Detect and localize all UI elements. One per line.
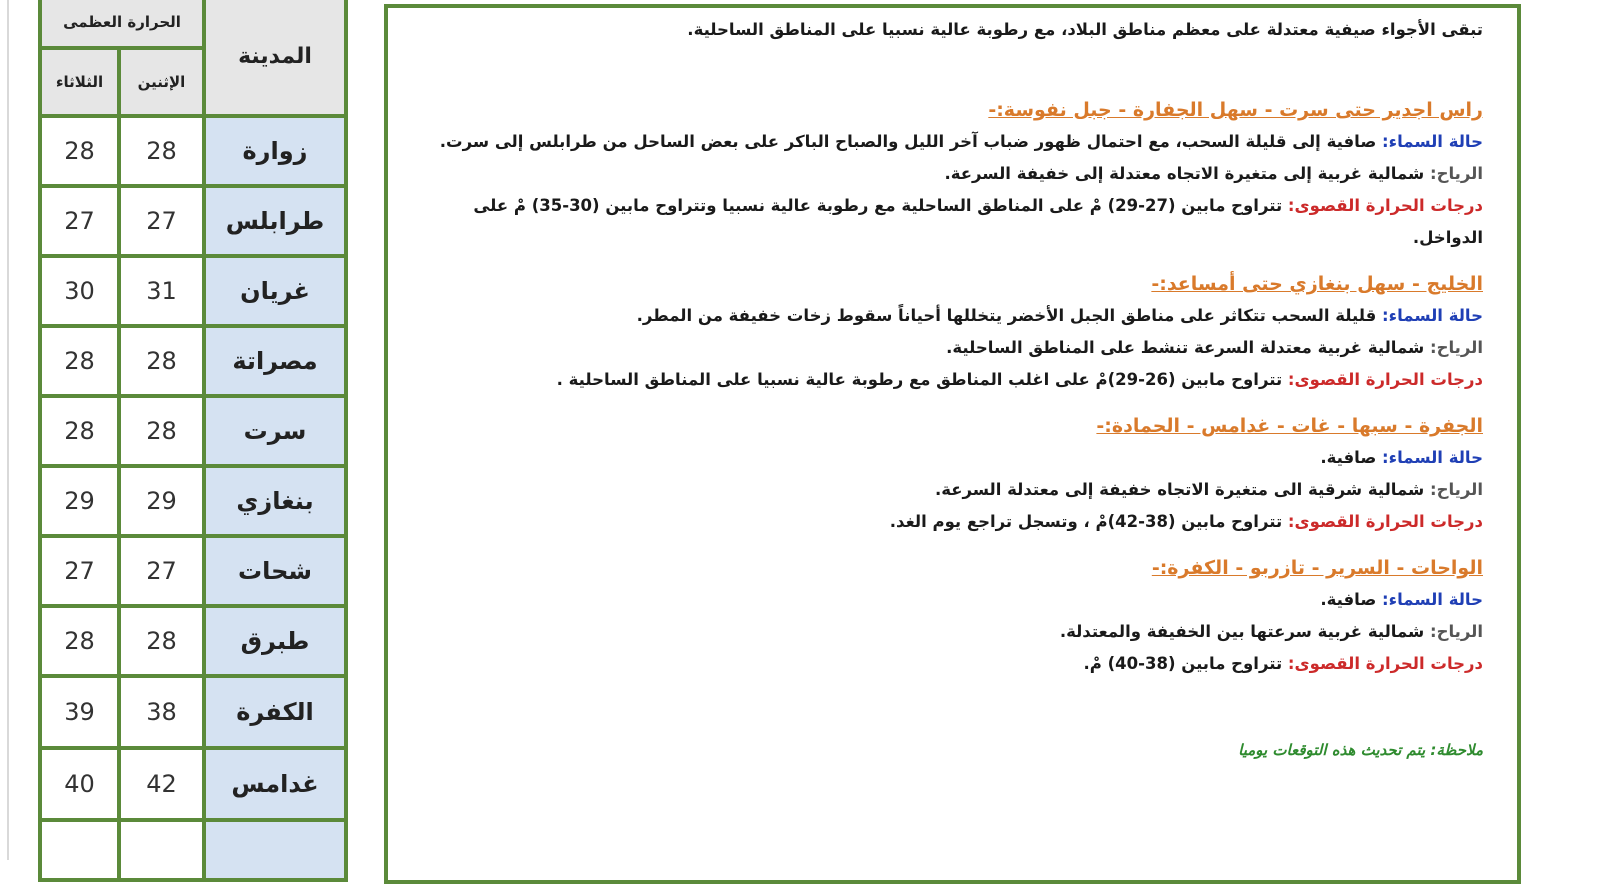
wind-label: الرياح: [1430,164,1483,183]
wind-line [423,474,1483,506]
table-row [40,820,346,880]
city-name: طبرق [204,606,346,676]
city-name: طرابلس [204,186,346,256]
region-title: راس اجدير حتى سرت - سهل الجفارة - جبل نفوسة:- [988,99,1483,121]
city-name: زوارة [204,116,346,186]
tuesday-temp: 28 [40,606,119,676]
monday-temp: 42 [119,748,204,820]
wind-text: شمالية شرقية الى متغيرة الاتجاه خفيفة إلى معتدلة السرعة. [934,480,1425,499]
city-name: سرت [204,396,346,466]
sky-label: حالة السماء: [1382,306,1483,325]
table-row [40,676,346,748]
forecast-text [423,14,1483,766]
temp-line [423,648,1483,680]
region-title: الواحات - السرير - تازربو - الكفرة:- [1151,557,1483,579]
tuesday-header: الثلاثاء [40,48,119,116]
tuesday-temp: 30 [40,256,119,326]
empty-cell [119,820,204,880]
region-title: الجفرة - سبها - غات - غدامس - الحمادة:- [1096,415,1483,437]
update-note: ملاحظة: يتم تحديث هذه التوقعات يوميا [1238,741,1483,759]
city-name: الكفرة [204,676,346,748]
tuesday-temp: 27 [40,536,119,606]
table-row [40,256,346,326]
table-row [40,606,346,676]
table-row [40,748,346,820]
empty-cell [204,820,346,880]
table-row [40,116,346,186]
city-header: المدينة [204,0,346,116]
wind-text: شمالية غربية إلى متغيرة الاتجاه معتدلة إلى خفيفة السرعة. [944,164,1425,183]
forecast-box [384,4,1521,884]
city-name: شحات [204,536,346,606]
wind-line [423,158,1483,190]
monday-temp: 38 [119,676,204,748]
sky-label: حالة السماء: [1382,590,1483,609]
temp-text: تتراوح مابين (26-29)مْ على اغلب المناطق مع رطوبة عالية نسبيا على المناطق الساحلية . [556,370,1283,389]
sky-line [423,126,1483,158]
tuesday-temp: 28 [40,116,119,186]
temp-text: تتراوح مابين (38-42)مْ ، وتسجل تراجع يوم الغد. [889,512,1283,531]
table-row [40,326,346,396]
monday-temp: 31 [119,256,204,326]
tuesday-temp: 39 [40,676,119,748]
temp-line [423,506,1483,538]
temp-label: درجات الحرارة القصوى: [1287,370,1483,389]
monday-temp: 28 [119,326,204,396]
city-name: مصراتة [204,326,346,396]
table-row [40,466,346,536]
monday-temp: 29 [119,466,204,536]
wind-text: شمالية غربية سرعتها بين الخفيفة والمعتدلة. [1059,622,1425,641]
temp-label: درجات الحرارة القصوى: [1287,654,1483,673]
monday-header: الإثنين [119,48,204,116]
city-name: بنغازي [204,466,346,536]
monday-temp: 28 [119,116,204,186]
left-divider-line [7,0,9,860]
monday-temp: 27 [119,186,204,256]
tuesday-temp: 28 [40,396,119,466]
sky-label: حالة السماء: [1382,132,1483,151]
city-name: غدامس [204,748,346,820]
temp-line [423,364,1483,396]
sky-text: صافية إلى قليلة السحب، مع احتمال ظهور ضباب آخر الليل والصباح الباكر على بعض الساحل من طرابلس إلى سرت. [439,132,1377,151]
sky-text: صافية. [1320,590,1377,609]
region-title: الخليج - سهل بنغازي حتى أمساعد:- [1151,273,1483,295]
max-temp-header: الحرارة العظمى [40,0,204,48]
table-row [40,396,346,466]
forecast-intro: تبقى الأجواء صيفية معتدلة على معظم مناطق البلاد، مع رطوبة عالية نسبيا على المناطق الساحلية. [687,20,1483,39]
sky-line [423,300,1483,332]
table-row [40,536,346,606]
wind-label: الرياح: [1430,480,1483,499]
temp-label: درجات الحرارة القصوى: [1287,512,1483,531]
wind-line [423,332,1483,364]
wind-label: الرياح: [1430,338,1483,357]
tuesday-temp: 28 [40,326,119,396]
temp-text: تتراوح مابين (38-40) مْ. [1083,654,1283,673]
tuesday-temp: 27 [40,186,119,256]
temp-line [423,190,1483,254]
tuesday-temp: 40 [40,748,119,820]
wind-text: شمالية غربية معتدلة السرعة تنشط على المناطق الساحلية. [946,338,1425,357]
sky-text: قليلة السحب تتكاثر على مناطق الجبل الأخضر يتخللها أحياناً سقوط زخات خفيفة من المطر. [636,306,1377,325]
temp-text: تتراوح مابين (27-29) مْ على المناطق الساحلية مع رطوبة عالية نسبيا وتتراوح مابين (30-35) مْ على الدواخل. [473,196,1483,247]
temperature-table [38,0,348,882]
monday-temp: 27 [119,536,204,606]
sky-line [423,584,1483,616]
sky-line [423,442,1483,474]
monday-temp: 28 [119,396,204,466]
table-row [40,186,346,256]
city-name: غريان [204,256,346,326]
tuesday-temp: 29 [40,466,119,536]
wind-line [423,616,1483,648]
sky-text: صافية. [1320,448,1377,467]
empty-cell [40,820,119,880]
monday-temp: 28 [119,606,204,676]
wind-label: الرياح: [1430,622,1483,641]
sky-label: حالة السماء: [1382,448,1483,467]
temp-label: درجات الحرارة القصوى: [1287,196,1483,215]
